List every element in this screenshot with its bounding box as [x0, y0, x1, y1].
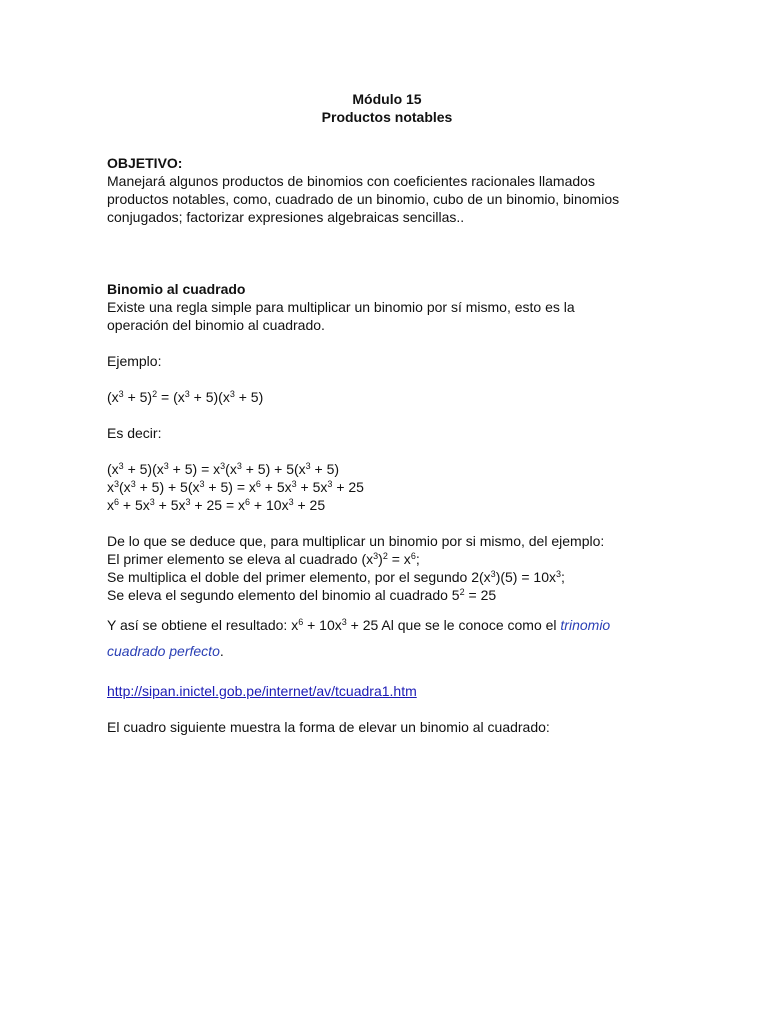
objective-line: Manejará algunos productos de binomios con coeficientes racionales llamados	[107, 173, 595, 189]
es-decir-label: Es decir:	[107, 425, 162, 441]
intro-line: operación del binomio al cuadrado.	[107, 317, 325, 333]
expansion-line-1: $(x^3 + 5)(x^3 + 5) = x^3(x^3 + 5) + 5(x^3 + 5)$	[107, 461, 340, 477]
intro-line: Existe una regla simple para multiplicar un binomio por sí mismo, esto es la	[107, 299, 575, 315]
example-equation: $(x^3 + 5)^2 = (x^3 + 5)(x^3 + 5)$	[107, 389, 264, 405]
rule-step-3: Se eleva el segundo elemento del binomio al cuadrado $5^2 = 25$	[107, 587, 497, 603]
result-paragraph: Y así se obtiene el resultado: $x^6 + 10x^3 + 25$ Al que se le conoce como el trinomio cuadrado perfecto.	[107, 617, 611, 659]
result-term-2: cuadrado perfecto	[107, 643, 220, 659]
section-heading: Binomio al cuadrado	[107, 281, 246, 297]
objective-line: productos notables, como, cuadrado de un binomio, cubo de un binomio, binomios	[107, 191, 620, 207]
reference-link-line	[107, 682, 667, 700]
deduce-line: De lo que se deduce que, para multiplicar un binomio por si mismo, del ejemplo:	[107, 533, 605, 549]
document-page	[107, 90, 667, 736]
closing-line: El cuadro siguiente muestra la forma de elevar un binomio al cuadrado:	[107, 719, 550, 735]
rule-step-3-text: Se eleva el segundo elemento del binomio al cuadrado	[107, 587, 448, 603]
objective-heading: OBJETIVO:	[107, 155, 183, 171]
module-subtitle: Productos notables	[321, 109, 453, 125]
rule-step-1: El primer elemento se eleva al cuadrado $(x^3)^2 = x^6$;	[107, 551, 420, 567]
result-prefix: Y así se obtiene el resultado:	[107, 617, 288, 633]
objective-line: conjugados; factorizar expresiones algebraicas sencillas..	[107, 209, 465, 225]
result-middle: Al que se le conoce como el	[381, 617, 557, 633]
result-term-1: trinomio	[560, 617, 611, 633]
rule-step-2: Se multiplica el doble del primer elemento, por el segundo $2(x^3)(5) = 10x^3$;	[107, 569, 565, 585]
reference-link[interactable]: http://sipan.inictel.gob.pe/internet/av/tcuadra1.htm	[107, 683, 417, 699]
expansion-line-3: $x^6 + 5x^3 + 5x^3 + 25 = x^6 + 10x^3 + 25$	[107, 497, 326, 513]
rule-step-1-text: El primer elemento se eleva al cuadrado	[107, 551, 358, 567]
expansion-line-2: $x^3(x^3 + 5) + 5(x^3 + 5) = x^6 + 5x^3 + 5x^3 + 25$	[107, 479, 364, 495]
rule-step-2-text: Se multiplica el doble del primer elemento, por el segundo	[107, 569, 468, 585]
module-title: Módulo 15	[352, 91, 422, 107]
example-label: Ejemplo:	[107, 353, 162, 369]
